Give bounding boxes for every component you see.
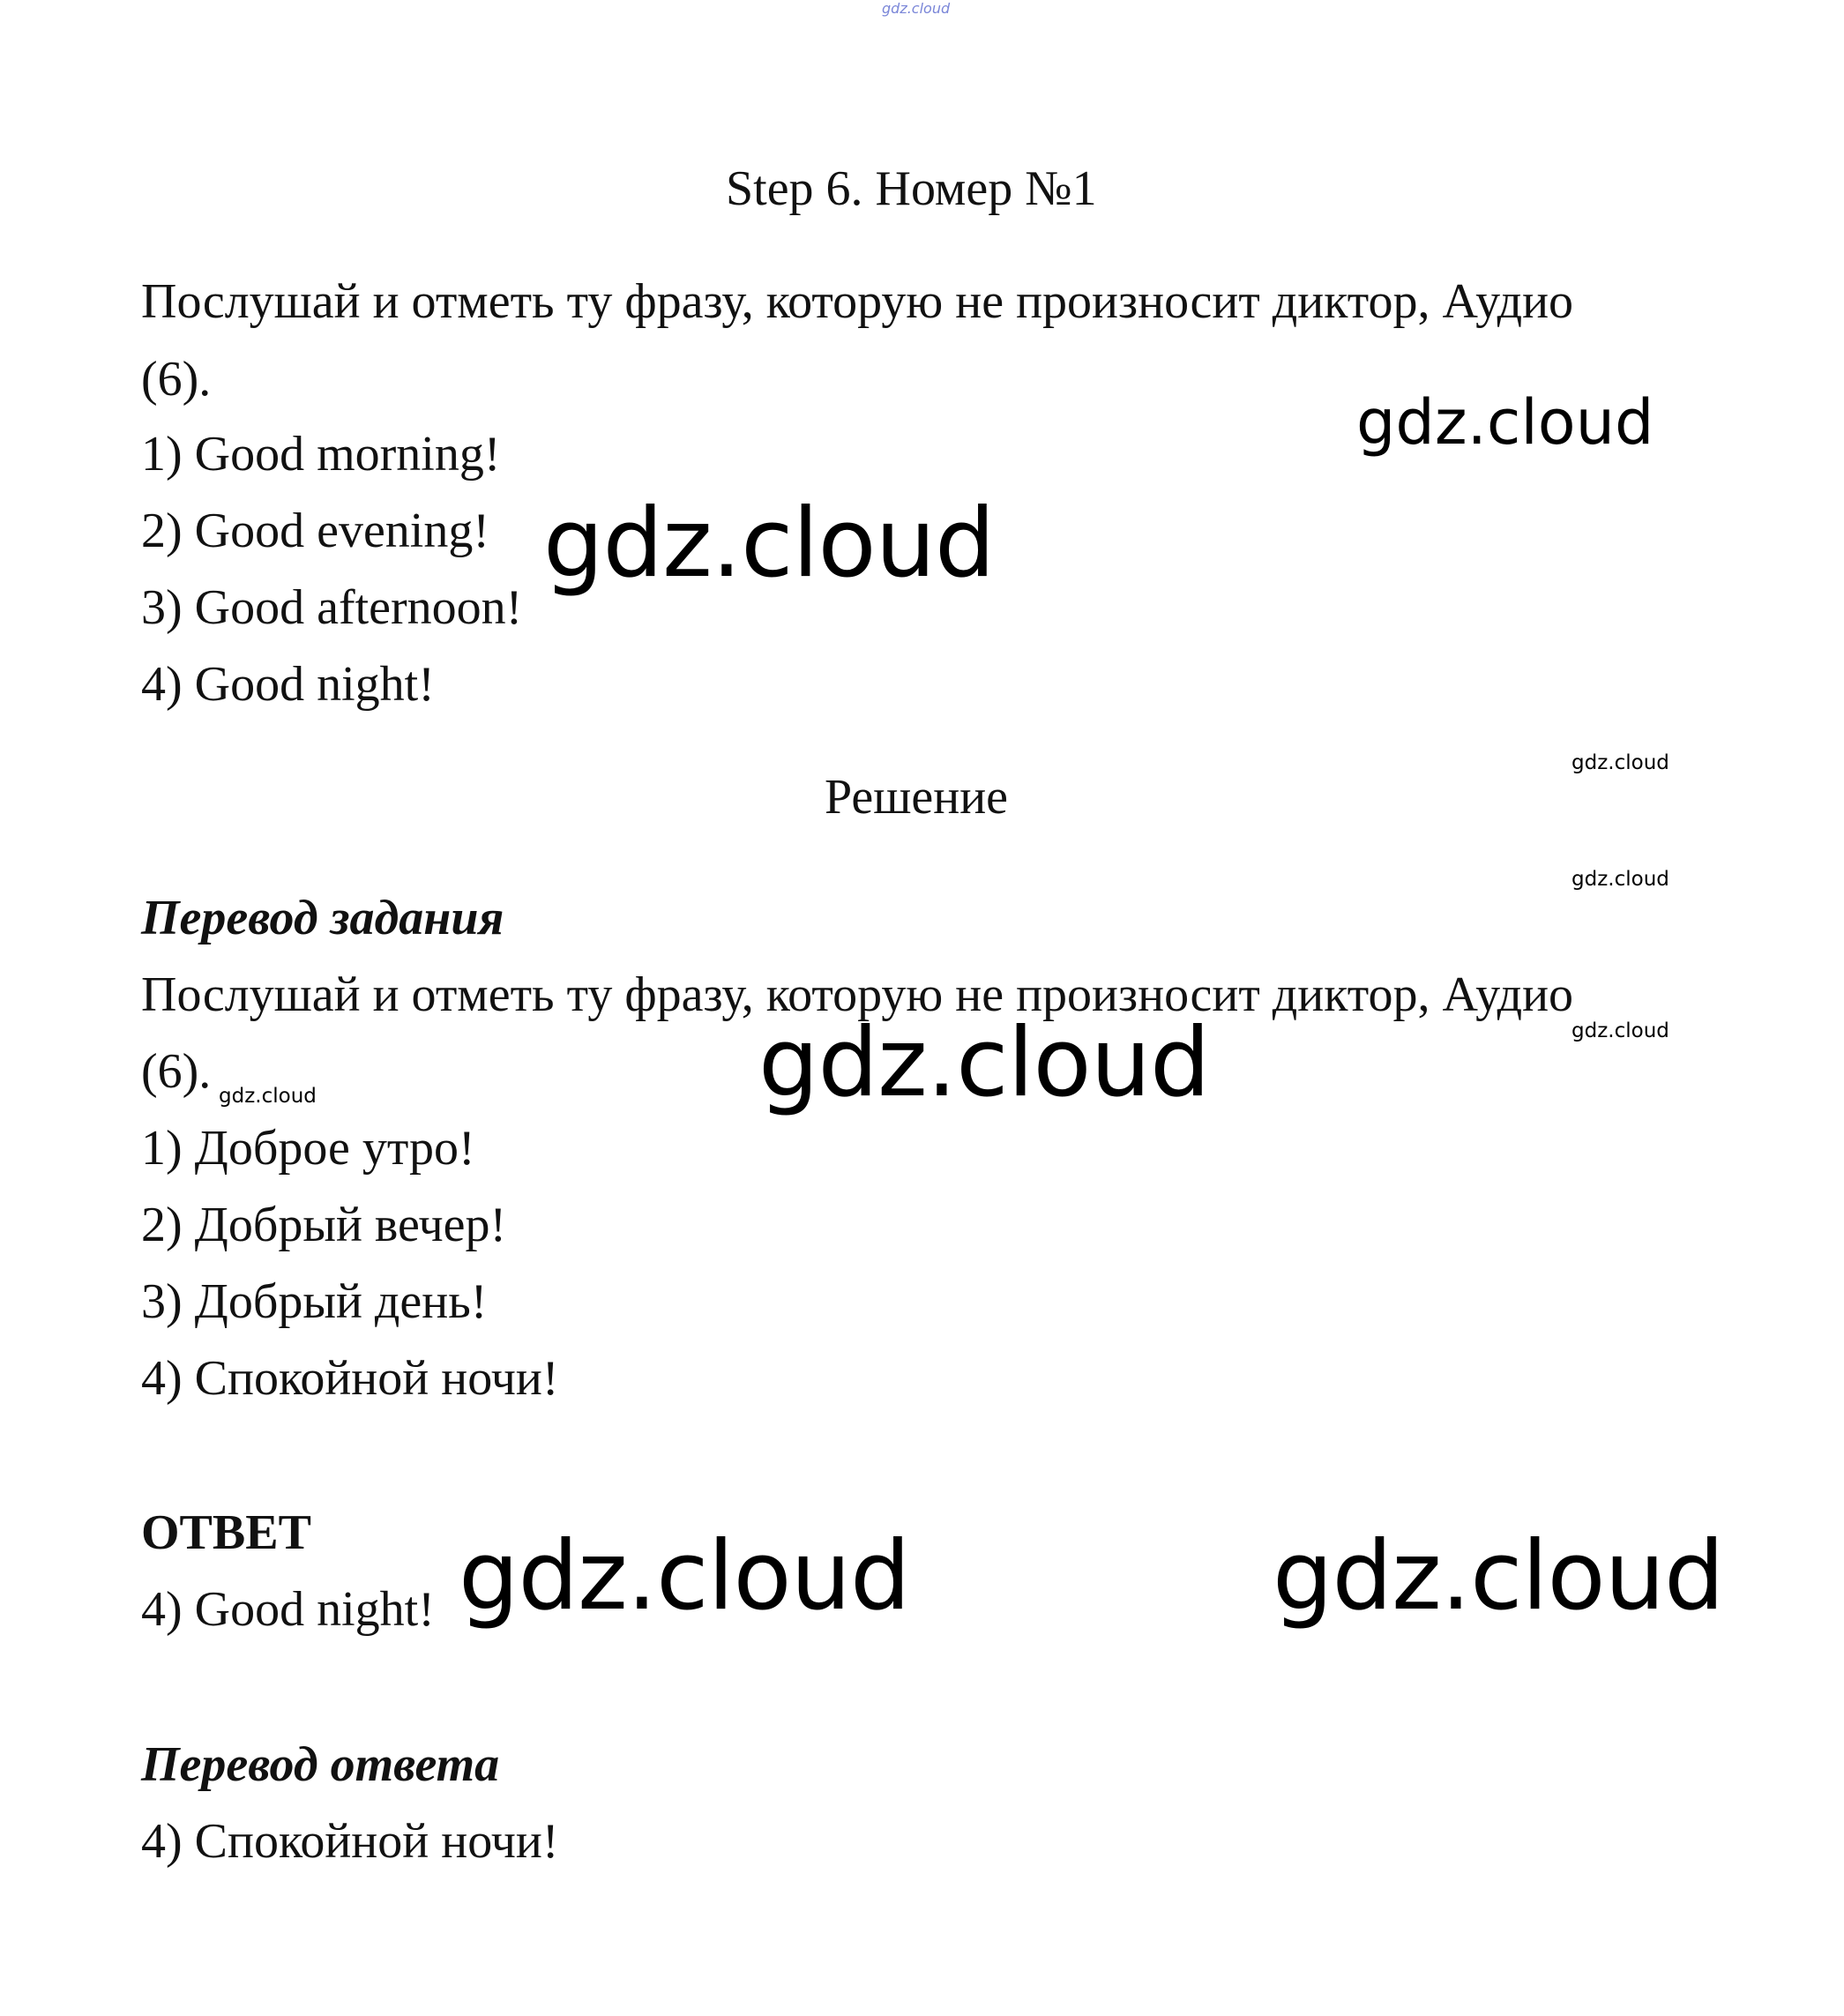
watermark: gdz.cloud <box>219 1085 317 1108</box>
watermark: gdz.cloud <box>459 1521 910 1631</box>
task-option-2: 2) Good evening! <box>141 504 490 558</box>
watermark: gdz.cloud <box>758 1008 1210 1118</box>
watermark: gdz.cloud <box>1572 751 1669 774</box>
page-title: Step 6. Номер №1 <box>726 161 1097 216</box>
answer-heading: ОТВЕТ <box>141 1505 311 1560</box>
task-option-1: 1) Good morning! <box>141 427 501 482</box>
translated-option-2: 2) Добрый вечер! <box>141 1198 507 1252</box>
translated-option-1: 1) Доброе утро! <box>141 1121 475 1176</box>
translated-option-4: 4) Спокойной ночи! <box>141 1351 559 1406</box>
answer-value: 4) Good night! <box>141 1582 435 1637</box>
top-watermark: gdz.cloud <box>882 0 951 17</box>
translated-instruction-line2: (6). <box>141 1044 212 1099</box>
translated-option-3: 3) Добрый день! <box>141 1274 488 1329</box>
translated-instruction-line1: Послушай и отметь ту фразу, которую не произносит диктор, Аудио <box>141 967 1574 1022</box>
answer-translation-heading: Перевод ответа <box>141 1737 500 1792</box>
watermark: gdz.cloud <box>543 489 995 599</box>
watermark: gdz.cloud <box>1273 1521 1724 1631</box>
watermark: gdz.cloud <box>1572 1019 1669 1042</box>
task-translation-heading: Перевод задания <box>141 891 504 945</box>
watermark: gdz.cloud <box>1356 386 1654 459</box>
task-instruction-line2: (6). <box>141 352 212 407</box>
watermark: gdz.cloud <box>1572 868 1669 891</box>
solution-heading: Решение <box>825 770 1009 825</box>
answer-translation-value: 4) Спокойной ночи! <box>141 1814 559 1869</box>
task-instruction-line1: Послушай и отметь ту фразу, которую не произносит диктор, Аудио <box>141 274 1574 329</box>
task-option-3: 3) Good afternoon! <box>141 580 523 635</box>
task-option-4: 4) Good night! <box>141 657 435 712</box>
